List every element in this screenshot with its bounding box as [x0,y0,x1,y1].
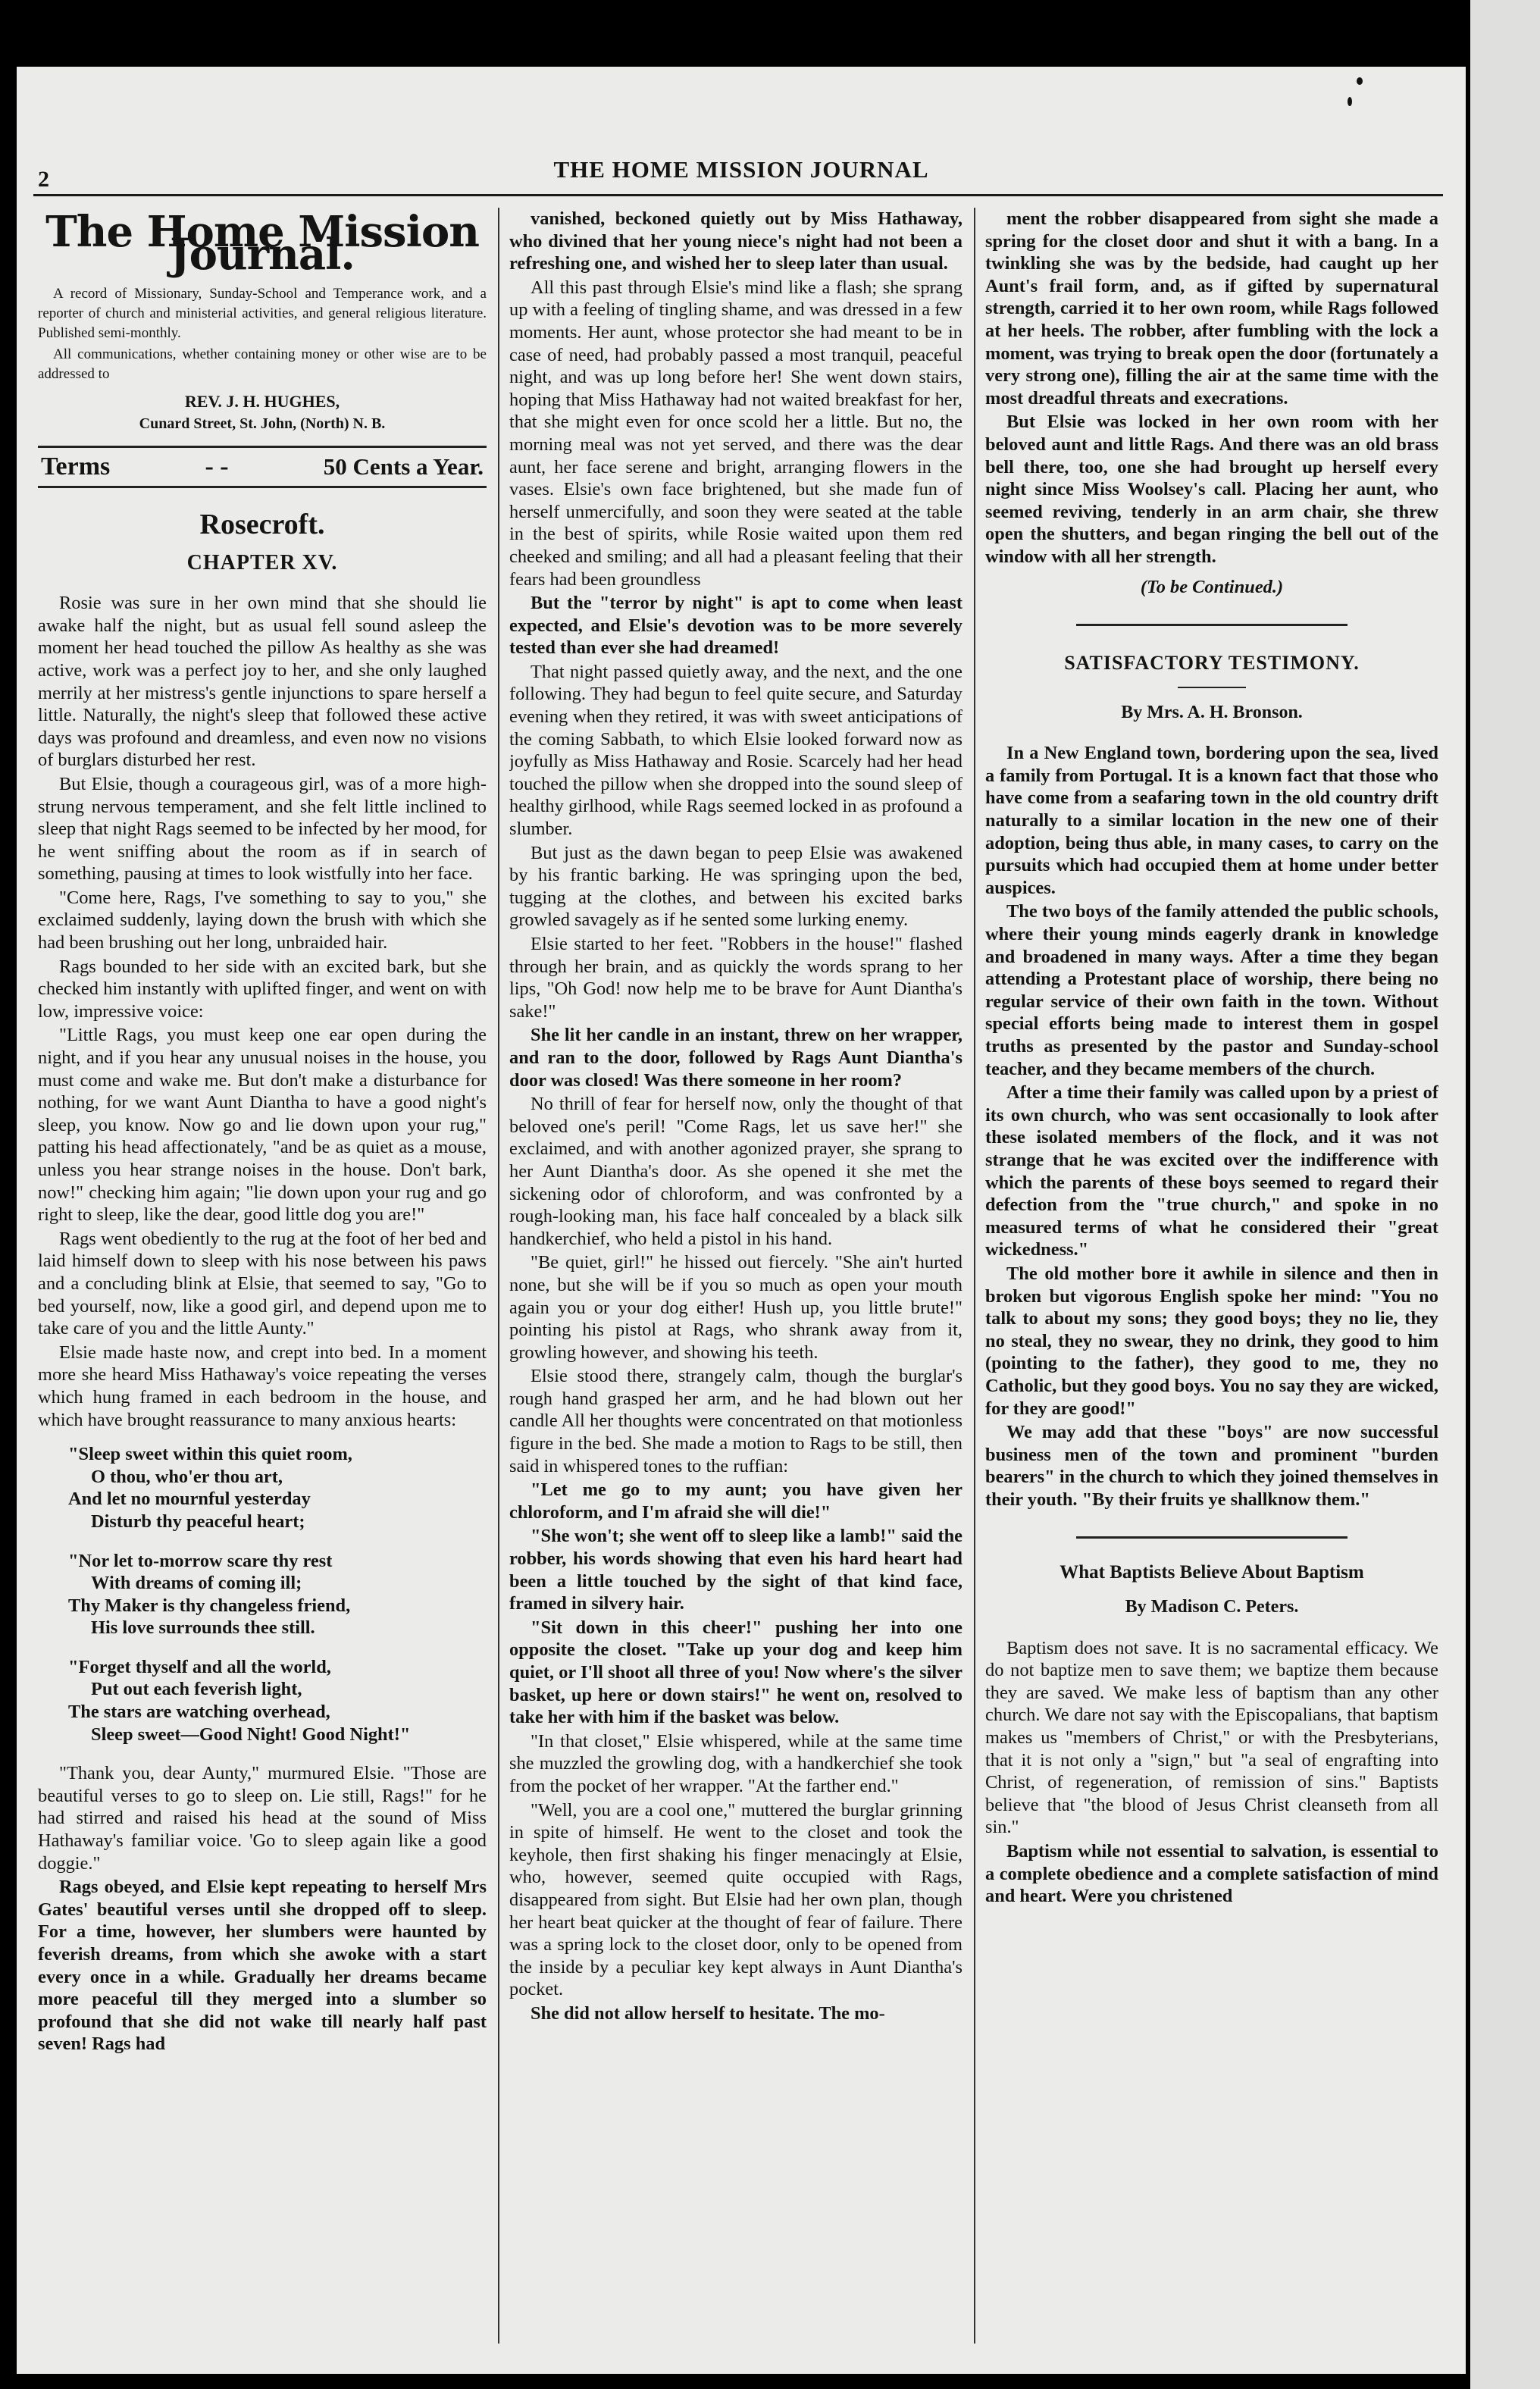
story-paragraph: "Well, you are a cool one," muttered the burglar grinning in spite of himself. He went to the closet and took the keyhole, then first shaking his finger menacingly at Elsie, who, however, seemed quite occupied with Rags, disappeared from sight. But Elsie had her own plan, though her heart beat quicker at the thought of fear of failure. There was a spring lock to the closet door, only to be opened from the inside by a peculiar key kept always in Aunt Diantha's pocket. [509,1799,962,2000]
poem-line: And let no mournful yesterday [68,1489,311,1510]
article-paragraph: In a New England town, bordering upon the sea, lived a family from Portugal. It is a known fact that those who have come from a seafaring town in the old country drift naturally to a similar location in the new one of their adoption, being thus able, in many cases, to carry on the pursuits which had occupied them at home under better auspices. [985,743,1438,898]
article-paragraph: Baptism while not essential to salvation, is essential to a complete obedience and a complete satisfaction of mind and heart. Were you christened [985,1841,1438,1907]
running-title: THE HOME MISSION JOURNAL [553,156,929,183]
story-paragraph: She did not allow herself to hesitate. The mo- [531,2002,885,2024]
adjacent-page-edge [1466,0,1540,2389]
column-3 [985,208,1438,2351]
subscription-terms [38,446,487,488]
poem-line: "Sleep sweet within this quiet room, [68,1444,352,1465]
ink-spot [1348,97,1352,106]
poem-line: With dreams of coming ill; [91,1573,302,1594]
poem-line: Put out each feverish light, [91,1679,302,1700]
story-paragraph: Rags went obediently to the rug at the foot of her bed and laid himself down to sleep with his nose between his paws and a concluding blink at Elsie, that seemed to say, "Go to bed yourself, now, like a good girl, and depend upon me to take care of you and the little Aunty." [38,1228,487,1339]
story-paragraph: All this past through Elsie's mind like a flash; she sprang up with a feeling of tingling shame, and was dressed in a few moments. Her aunt, whose protector she had meant to be in case of need, had probably passed a most tranquil, peaceful night, and was up long before her! She went down stairs, hoping that Miss Hathaway had not waited breakfast for her, that she might even for once scold her a little. But no, the morning meal was not yet served, and there was the dear aunt, her face serene and bright, arranging flowers in the vases. Elsie's own face brightened, but she made fun of herself unmercifully, and soon they were seated at the table in the best of spirits, while Rosie waited upon them red cheeked and smiling; and all had a pleasant feeling that their fears had been groundless [509,277,962,590]
article-paragraph: After a time their family was called upon by a priest of its own church, who was sent occasionally to look after these isolated members of the flock, and it was not strange that he was excited over the indifference with which the parents of these boys seemed to regard their defection from the "true church," and spoke in no measured terms of what he considered their "great wickedness." [985,1082,1438,1260]
poem-stanza [38,1550,487,1639]
masthead-description: A record of Missionary, Sunday-School and Temperance work, and a reporter of church and ministerial activities, and general religious literature. Published semi-monthly. [38,286,487,342]
story-paragraph: "Little Rags, you must keep one ear open during the night, and if you hear any unusual noises in the house, you must come and wake me. But don't make a disturbance for nothing, for we want Aunt Diantha to have a good night's sleep, you know. Now go and lie down upon your rug," patting his head affectionately, "and be as quiet as a mouse, unless you hear strange noises in the house. Don't bark, now!" checking him again; "lie down upon your rug and go right to sleep, like the dear, good little dog you are!" [38,1025,487,1226]
poem-line: His love surrounds thee still. [91,1617,315,1639]
column-1 [38,208,487,2351]
story-paragraph: No thrill of fear for herself now, only the thought of that beloved one's peril! "Come Rags, let us save her!" she exclaimed, and with another agonized prayer, she sprang to her Aunt Diantha's door. As she opened it she met the sickening odor of chloroform, and was confronted by a rough-looking man, his face half concealed by a black silk handkerchief, who held a pistol in his hand. [509,1094,962,1249]
poem-line: The stars are watching overhead, [68,1702,330,1723]
poem-stanza [38,1443,487,1533]
newspaper-page [17,67,1466,2374]
editor-address: Cunard Street, St. John, (North) N. B. [139,415,386,432]
story-paragraph: She lit her candle in an instant, threw on her wrapper, and ran to the door, followed by Rags Aunt Diantha's door was closed! Was there someone in her room? [509,1025,962,1091]
story-paragraph: Rags obeyed, and Elsie kept repeating to herself Mrs Gates' beautiful verses until she dropped off to sleep. For a time, however, her slumbers were haunted by feverish dreams, from which she awoke with a start every once in a while. Gradually her dreams became more peaceful till they merged into a slumber so profound that she did not wake till nearly half past seven! Rags had [38,1877,487,2055]
editor-name: REV. J. H. HUGHES, [184,392,340,412]
story-paragraph: "Let me go to my aunt; you have given her chloroform, and I'm afraid she will die!" [509,1479,962,1523]
poem-line: Sleep sweet—Good Night! Good Night!" [91,1724,411,1745]
story-paragraph: vanished, beckoned quietly out by Miss Hathaway, who divined that her young niece's night had not been a refreshing one, and wished her to sleep later than usual. [509,208,962,274]
story-paragraph: Elsie made haste now, and crept into bed. In a moment more she heard Miss Hathaway's voice repeating the verses which hung framed in each bedroom in the house, and which have brought reassurance to many anxious hearts: [38,1342,487,1430]
story-paragraph: ment the robber disappeared from sight she made a spring for the closet door and shut it with a bang. In a twinkling she was by the bedside, had caught up her Aunt's frail form, and, as if gifted by supernatural strength, carried it to her own room, while Rags followed at her heels. The robber, after fumbling with the lock a moment, was trying to break open the door (fortunately a very strong one), filling the air at the same time with the most dreadful threats and execrations. [985,208,1438,409]
article-paragraph: Baptism does not save. It is no sacramental efficacy. We do not baptize men to save them; we baptize them because they are saved. We make less of baptism than any other church. We dare not say with the Episcopalians, that baptism makes us "members of Christ," or with the Presbyterians, that it is not only a "sign," but "a seal of engrafting into Christ, of regeneration, of remission of sins." Baptists believe that "the blood of Jesus Christ cleanseth from all sin." [985,1637,1438,1838]
section-rule [1076,624,1348,626]
story-paragraph: That night passed quietly away, and the next, and the one following. They had begun to feel quite secure, and Saturday evening when they retired, it was with sweet anticipations of the coming Sabbath, to which Elsie looked forward now as joyfully as Miss Hathaway and Rosie. Scarcely had her head touched the pillow when she dropped into the sound sleep of healthy girlhood, while Rags seemed locked in as profound a slumber. [509,661,962,840]
article-paragraph: The two boys of the family attended the public schools, where their young minds eagerly drank in knowledge and broadened in many ways. After a time they began attending a Protestant place of worship, there being no regular service of their own faith in the town. Without special efforts being made to interest them in gospel truths as presented by the pastor and Sunday-school teacher, and they became members of the church. [985,901,1438,1079]
article-byline: By Madison C. Peters. [1125,1597,1299,1617]
story-paragraph: "Sit down in this cheer!" pushing her into one opposite the closet. "Take up your dog and keep him quiet, or I'll shoot all three of you! Now where's the silver basket, up here or down stairs!" he went on, resolved to take her with him if the basket was below. [509,1617,962,1728]
story-paragraph: "In that closet," Elsie whispered, while at the same time she muzzled the growling dog, with a handkerchief she took from the pocket of her wrapper. "At the farther end." [509,1730,962,1796]
title-rule [1178,687,1246,688]
story-paragraph: "Be quiet, girl!" he hissed out fiercely. "She ain't hurted none, but she will be if you so much as open your mouth again you or your dog either! Hush up, you little brute!" pointing his pistol at Rags, who shrank away from it, growling however, and showing his teeth. [509,1252,962,1363]
story-paragraph: "She won't; she went off to sleep like a lamb!" said the robber, his words showing that even his hard heart had been a little touched by the sight of that kind face, framed in silvery hair. [509,1526,962,1614]
article-title: SATISFACTORY TESTIMONY. [1064,652,1360,675]
story-paragraph: But Elsie was locked in her own room with her beloved aunt and little Rags. And there was an old brass bell there, too, one she had brought up herself every night since Miss Woolsey's call. Placing her aunt, who seemed reviving, tenderly in an arm chair, she threw open the shutters, and began ringing the bell out of the window with all her strength. [985,412,1438,567]
story-paragraph: Rags bounded to her side with an excited bark, but she checked him instantly with uplifted finger, and went on with low, impressive voice: [38,956,487,1022]
article-byline: By Mrs. A. H. Bronson. [1121,702,1303,722]
poem-stanza [38,1656,487,1746]
poem-line: Disturb thy peaceful heart; [91,1511,305,1532]
page-number: 2 [38,167,49,192]
continued-note: (To be Continued.) [1140,576,1284,597]
story-title: Rosecroft. [199,508,325,540]
section-rule [1076,1536,1348,1539]
story-paragraph: "Come here, Rags, I've something to say to you," she exclaimed suddenly, laying down the brush with which she had been brushing out her long, unbraided hair. [38,887,487,953]
article-paragraph: The old mother bore it awhile in silence and then in broken but vigorous English spoke her mind: "You no talk to about my sons; they good boys; they no lie, they no steal, they no swear, they no drink, they good to him (pointing to the father), they good to me, they no Catholic, but they good boys. You no say they are wicked, for they are good!" [985,1263,1438,1419]
poem-line: O thou, who'er thou art, [91,1466,283,1487]
story-paragraph: Elsie stood there, strangely calm, though the burglar's rough hand grasped her arm, and he had blown out her candle All her thoughts were concentrated on that motionless figure in the bed. She made a motion to Rags to be still, then said in whispered tones to the ruffian: [509,1366,962,1476]
article-paragraph: We may add that these "boys" are now successful business men of the town and prominent "burden bearers" in the church to which they joined themselves in their youth. "By their fruits ye shallknow them." [985,1422,1438,1510]
story-paragraph: Rosie was sure in her own mind that she should lie awake half the night, but as usual fell sound asleep the moment her head touched the pillow As healthy as she was active, work was a perfect joy to her, and she only laughed merrily at her mistress's gentle injunctions to spare herself a little. Naturally, the night's sleep that followed these active days was profound and dreamless, and even now no visions of burglars disturbed her rest. [38,593,487,771]
column-rule [974,208,975,2344]
header-rule [33,194,1443,196]
terms-price: 50 Cents a Year. [323,453,484,481]
poem-line: "Nor let to-morrow scare thy rest [68,1550,333,1571]
column-rule [498,208,499,2344]
story-paragraph: But the "terror by night" is apt to come when least expected, and Elsie's devotion was to be more severely tested than ever she had dreamed! [509,593,962,659]
story-paragraph: "Thank you, dear Aunty," murmured Elsie. "Those are beautiful verses to go to sleep on. Lie still, Rags!" for he had stirred and raised his head at the sound of Miss Hathaway's familiar voice. 'Go to sleep again like a good doggie." [38,1763,487,1874]
masthead-title: The Home Mission Journal. [45,208,479,280]
story-paragraph: But just as the dawn began to peep Elsie was awakened by his frantic barking. He was springing upon the bed, tugging at the clothes, and between his excited barks growled savagely as if he sented some lurking enemy. [509,842,962,931]
story-paragraph: Elsie started to her feet. "Robbers in the house!" flashed through her brain, and as quickly the words sprang to her lips, "Oh God! now help me to be brave for Aunt Diantha's sake!" [509,934,962,1022]
poem-line: "Forget thyself and all the world, [68,1656,331,1677]
terms-dashes: - - [205,452,229,481]
chapter-heading: CHAPTER XV. [186,550,338,575]
poem-line: Thy Maker is thy changeless friend, [68,1595,351,1616]
column-2 [509,208,962,2351]
story-paragraph: But Elsie, though a courageous girl, was of a more high-strung nervous temperament, and she felt little inclined to sleep that night Rags seemed to be infected by her mood, for he went sniffing about the room as if in search of something, pausing at times to look wistfully into her face. [38,773,487,885]
ink-spot [1357,77,1363,85]
terms-label: Terms [41,452,111,481]
masthead-communications: All communications, whether containing money or other wise are to be addressed to [38,346,487,383]
poem [38,1443,487,1746]
article-title: What Baptists Believe About Baptism [1060,1562,1364,1583]
